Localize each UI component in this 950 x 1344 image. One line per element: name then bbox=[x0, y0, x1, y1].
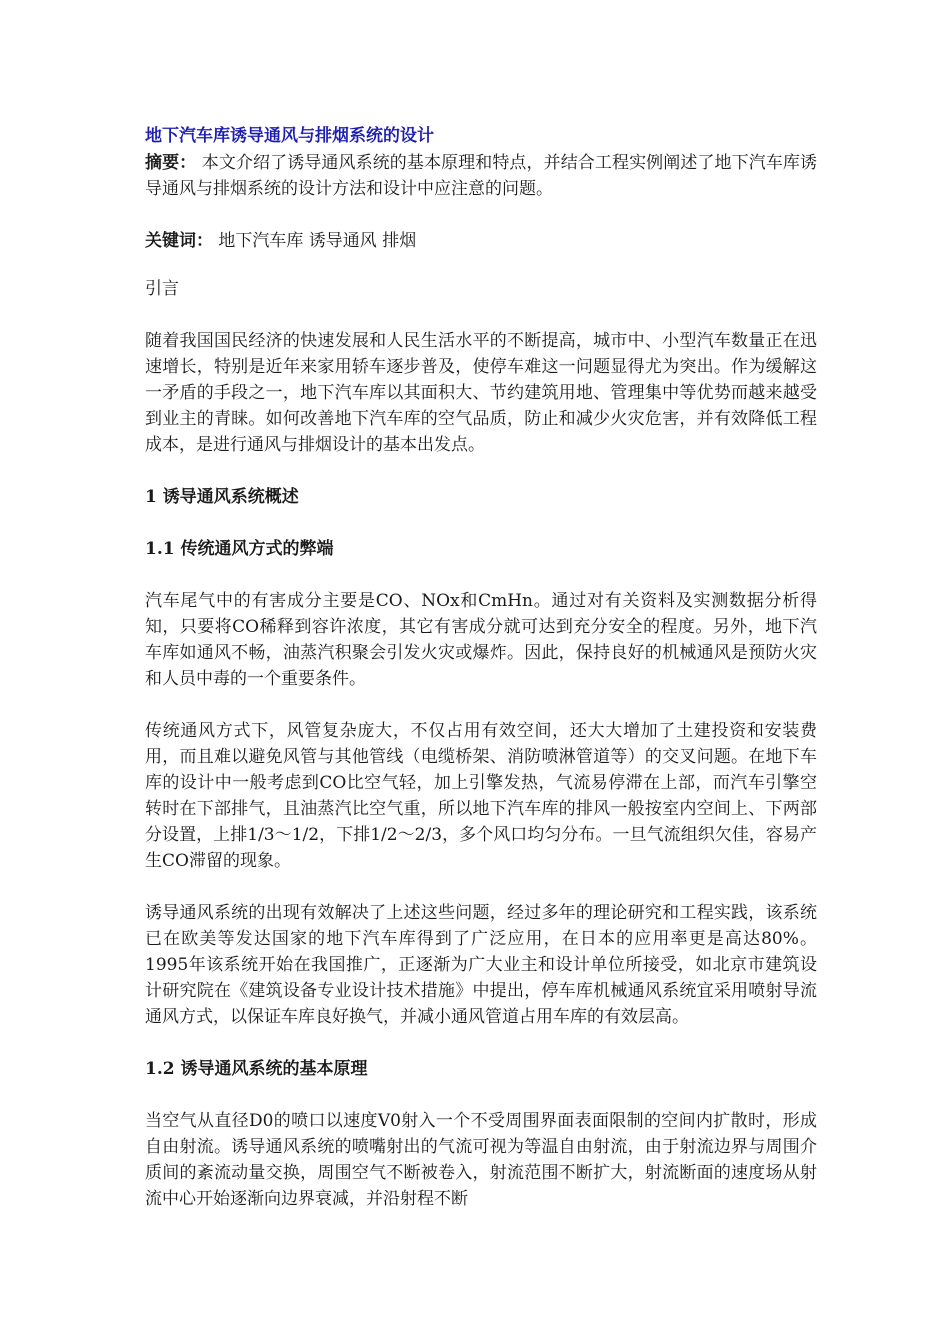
intro-paragraph: 随着我国国民经济的快速发展和人民生活水平的不断提高，城市中、小型汽车数量正在迅速增长，特别是近年来家用轿车逐步普及，使停车难这一问题显得尤为突出。作为缓解这一矛盾的手段之一，地下汽车库以其面积大、节约建筑用地、管理集中等优势而越来越受到业主的青睐。如何改善地下汽车库的空气品质，防止和减少火灾危害，并有效降低工程成本，是进行通风与排烟设计的基本出发点。 bbox=[145, 331, 817, 455]
keywords bbox=[145, 228, 817, 254]
document-page bbox=[145, 124, 817, 1212]
section-1-1-paragraph-3: 诱导通风系统的出现有效解决了上述这些问题，经过多年的理论研究和工程实践，该系统已在欧美等发达国家的地下汽车库得到了广泛应用，在日本的应用率更是高达80%。1995年该系统开始在我国推广，正逐渐为广大业主和设计单位所接受，如北京市建筑设计研究院在《建筑设备专业设计技术措施》中提出，停车库机械通风系统宜采用喷射导流通风方式，以保证车库良好换气，并减小通风管道占用车库的有效层高。 bbox=[145, 903, 817, 1027]
section-1-1-paragraph-1: 汽车尾气中的有害成分主要是CO、NOx和CmHn。通过对有关资料及实测数据分析得知，只要将CO稀释到容许浓度，其它有害成分就可达到充分安全的程度。另外，地下汽车库如通风不畅，油蒸汽积聚会引发火灾或爆炸。因此，保持良好的机械通风是预防火灾和人员中毒的一个重要条件。 bbox=[145, 591, 817, 689]
abstract bbox=[145, 150, 817, 202]
section-1-1-heading: 1.1 传统通风方式的弊端 bbox=[145, 539, 334, 559]
section-1-1-paragraph-2: 传统通风方式下，风管复杂庞大，不仅占用有效空间，还大大增加了土建投资和安装费用，而且难以避免风管与其他管线（电缆桥架、消防喷淋管道等）的交叉问题。在地下车库的设计中一般考虑到CO比空气轻，加上引擎发热，气流易停滞在上部，而汽车引擎空转时在下部排气，且油蒸汽比空气重，所以地下汽车库的排风一般按室内空间上、下两部分设置，上排1/3～1/2，下排1/2～2/3，多个风口均匀分布。一旦气流组织欠佳，容易产生CO滞留的现象。 bbox=[145, 721, 817, 871]
document-title: 地下汽车库诱导通风与排烟系统的设计 bbox=[145, 126, 434, 146]
intro-heading: 引言 bbox=[145, 279, 179, 299]
section-1-heading: 1 诱导通风系统概述 bbox=[145, 487, 299, 507]
keywords-text: 地下汽车库 诱导通风 排烟 bbox=[213, 231, 417, 251]
section-1-2-heading: 1.2 诱导通风系统的基本原理 bbox=[145, 1059, 368, 1079]
section-1-2-paragraph: 当空气从直径D0的喷口以速度V0射入一个不受周围界面表面限制的空间内扩散时，形成自由射流。诱导通风系统的喷嘴射出的气流可视为等温自由射流，由于射流边界与周围介质间的紊流动量交换，周围空气不断被卷入，射流范围不断扩大，射流断面的速度场从射流中心开始逐渐向边界衰减，并沿射程不断 bbox=[145, 1111, 817, 1209]
abstract-label: 摘要： bbox=[145, 153, 197, 173]
abstract-text: 本文介绍了诱导通风系统的基本原理和特点，并结合工程实例阐述了地下汽车库诱导通风与排烟系统的设计方法和设计中应注意的问题。 bbox=[145, 153, 818, 199]
keywords-label: 关键词： bbox=[145, 231, 213, 251]
